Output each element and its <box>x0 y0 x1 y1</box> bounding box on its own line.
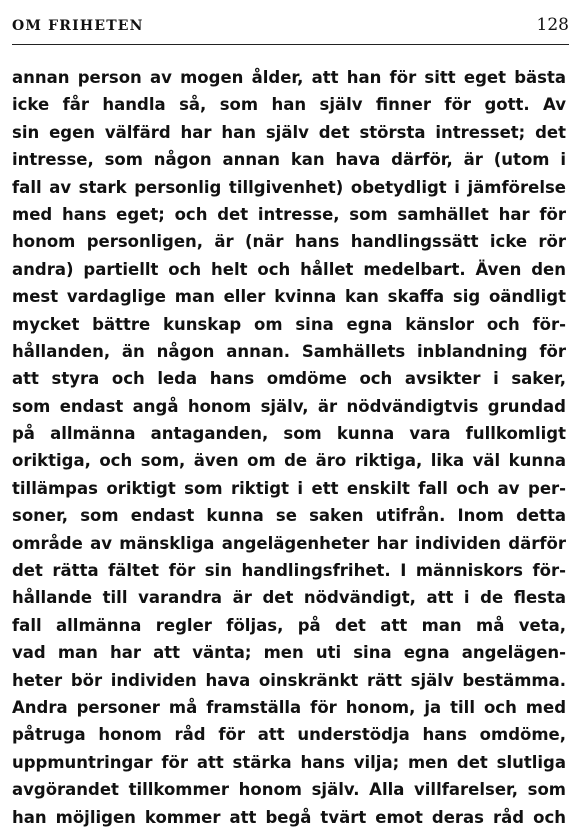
text-line: vad man har att vänta; men uti sina egna angelägen- <box>12 643 566 663</box>
text-line: hållande till varandra är det nödvändigt, att i de flesta <box>12 588 566 608</box>
page-number: 128 <box>536 15 569 35</box>
text-line: Andra personer må framställa för honom, ja till och med <box>12 697 566 717</box>
text-line: uppmuntringar för att stärka hans vilja; men det slutliga <box>12 752 566 772</box>
text-line: område av mänskliga angelägenheter har individen därför <box>12 533 566 553</box>
text-line: annan person av mogen ålder, att han för sitt eget bästa <box>12 68 566 87</box>
text-line: påtruga honom råd för att understödja hans omdöme, <box>12 725 566 745</box>
text-line: att styra och leda hans omdöme och avsikter i saker, <box>12 369 566 389</box>
text-line: honom personligen, är (när hans handlingssätt icke rör <box>12 232 566 252</box>
text-line: fall allmänna regler följas, på det att man må veta, <box>12 615 566 635</box>
text-line: mest vardaglige man eller kvinna kan skaffa sig oändligt <box>12 287 566 307</box>
text-line: mycket bättre kunskap om sina egna känslor och för- <box>12 314 566 334</box>
text-line: det rätta fältet för sin handlingsfrihet. I människors för- <box>12 561 566 581</box>
text-line: andra) partiellt och helt och hållet medelbart. Även den <box>12 259 566 279</box>
text-line: icke får handla så, som han själv finner för gott. Av <box>12 95 566 115</box>
text-line: fall av stark personlig tillgivenhet) obetydligt i jämförelse <box>12 177 566 197</box>
body-text <box>12 64 566 831</box>
running-title: OM FRIHETEN <box>12 18 144 34</box>
text-line: avgörandet tillkommer honom själv. Alla villfarelser, som <box>12 780 566 800</box>
text-line: soner, som endast kunna se saken utifrån. Inom detta <box>12 506 566 526</box>
text-line: med hans eget; och det intresse, som samhället har för <box>12 204 566 224</box>
text-line: tillämpas oriktigt som riktigt i ett enskilt fall och av per- <box>12 478 566 498</box>
text-line: heter bör individen hava oinskränkt rätt själv bestämma. <box>12 670 566 690</box>
text-line: sin egen välfärd har han själv det största intresset; det <box>12 122 566 142</box>
text-line: som endast angå honom själv, är nödvändigtvis grundad <box>12 396 566 416</box>
text-line: oriktiga, och som, även om de äro riktiga, lika väl kunna <box>12 451 566 471</box>
text-line: på allmänna antaganden, som kunna vara fullkomligt <box>12 424 566 444</box>
text-line: han möjligen kommer att begå tvärt emot deras råd och <box>12 807 566 827</box>
header-rule <box>12 44 569 45</box>
text-line: hållanden, än någon annan. Samhällets inblandning för <box>12 341 566 361</box>
running-header <box>12 14 569 38</box>
text-line: intresse, som någon annan kan hava därför, är (utom i <box>12 150 566 170</box>
